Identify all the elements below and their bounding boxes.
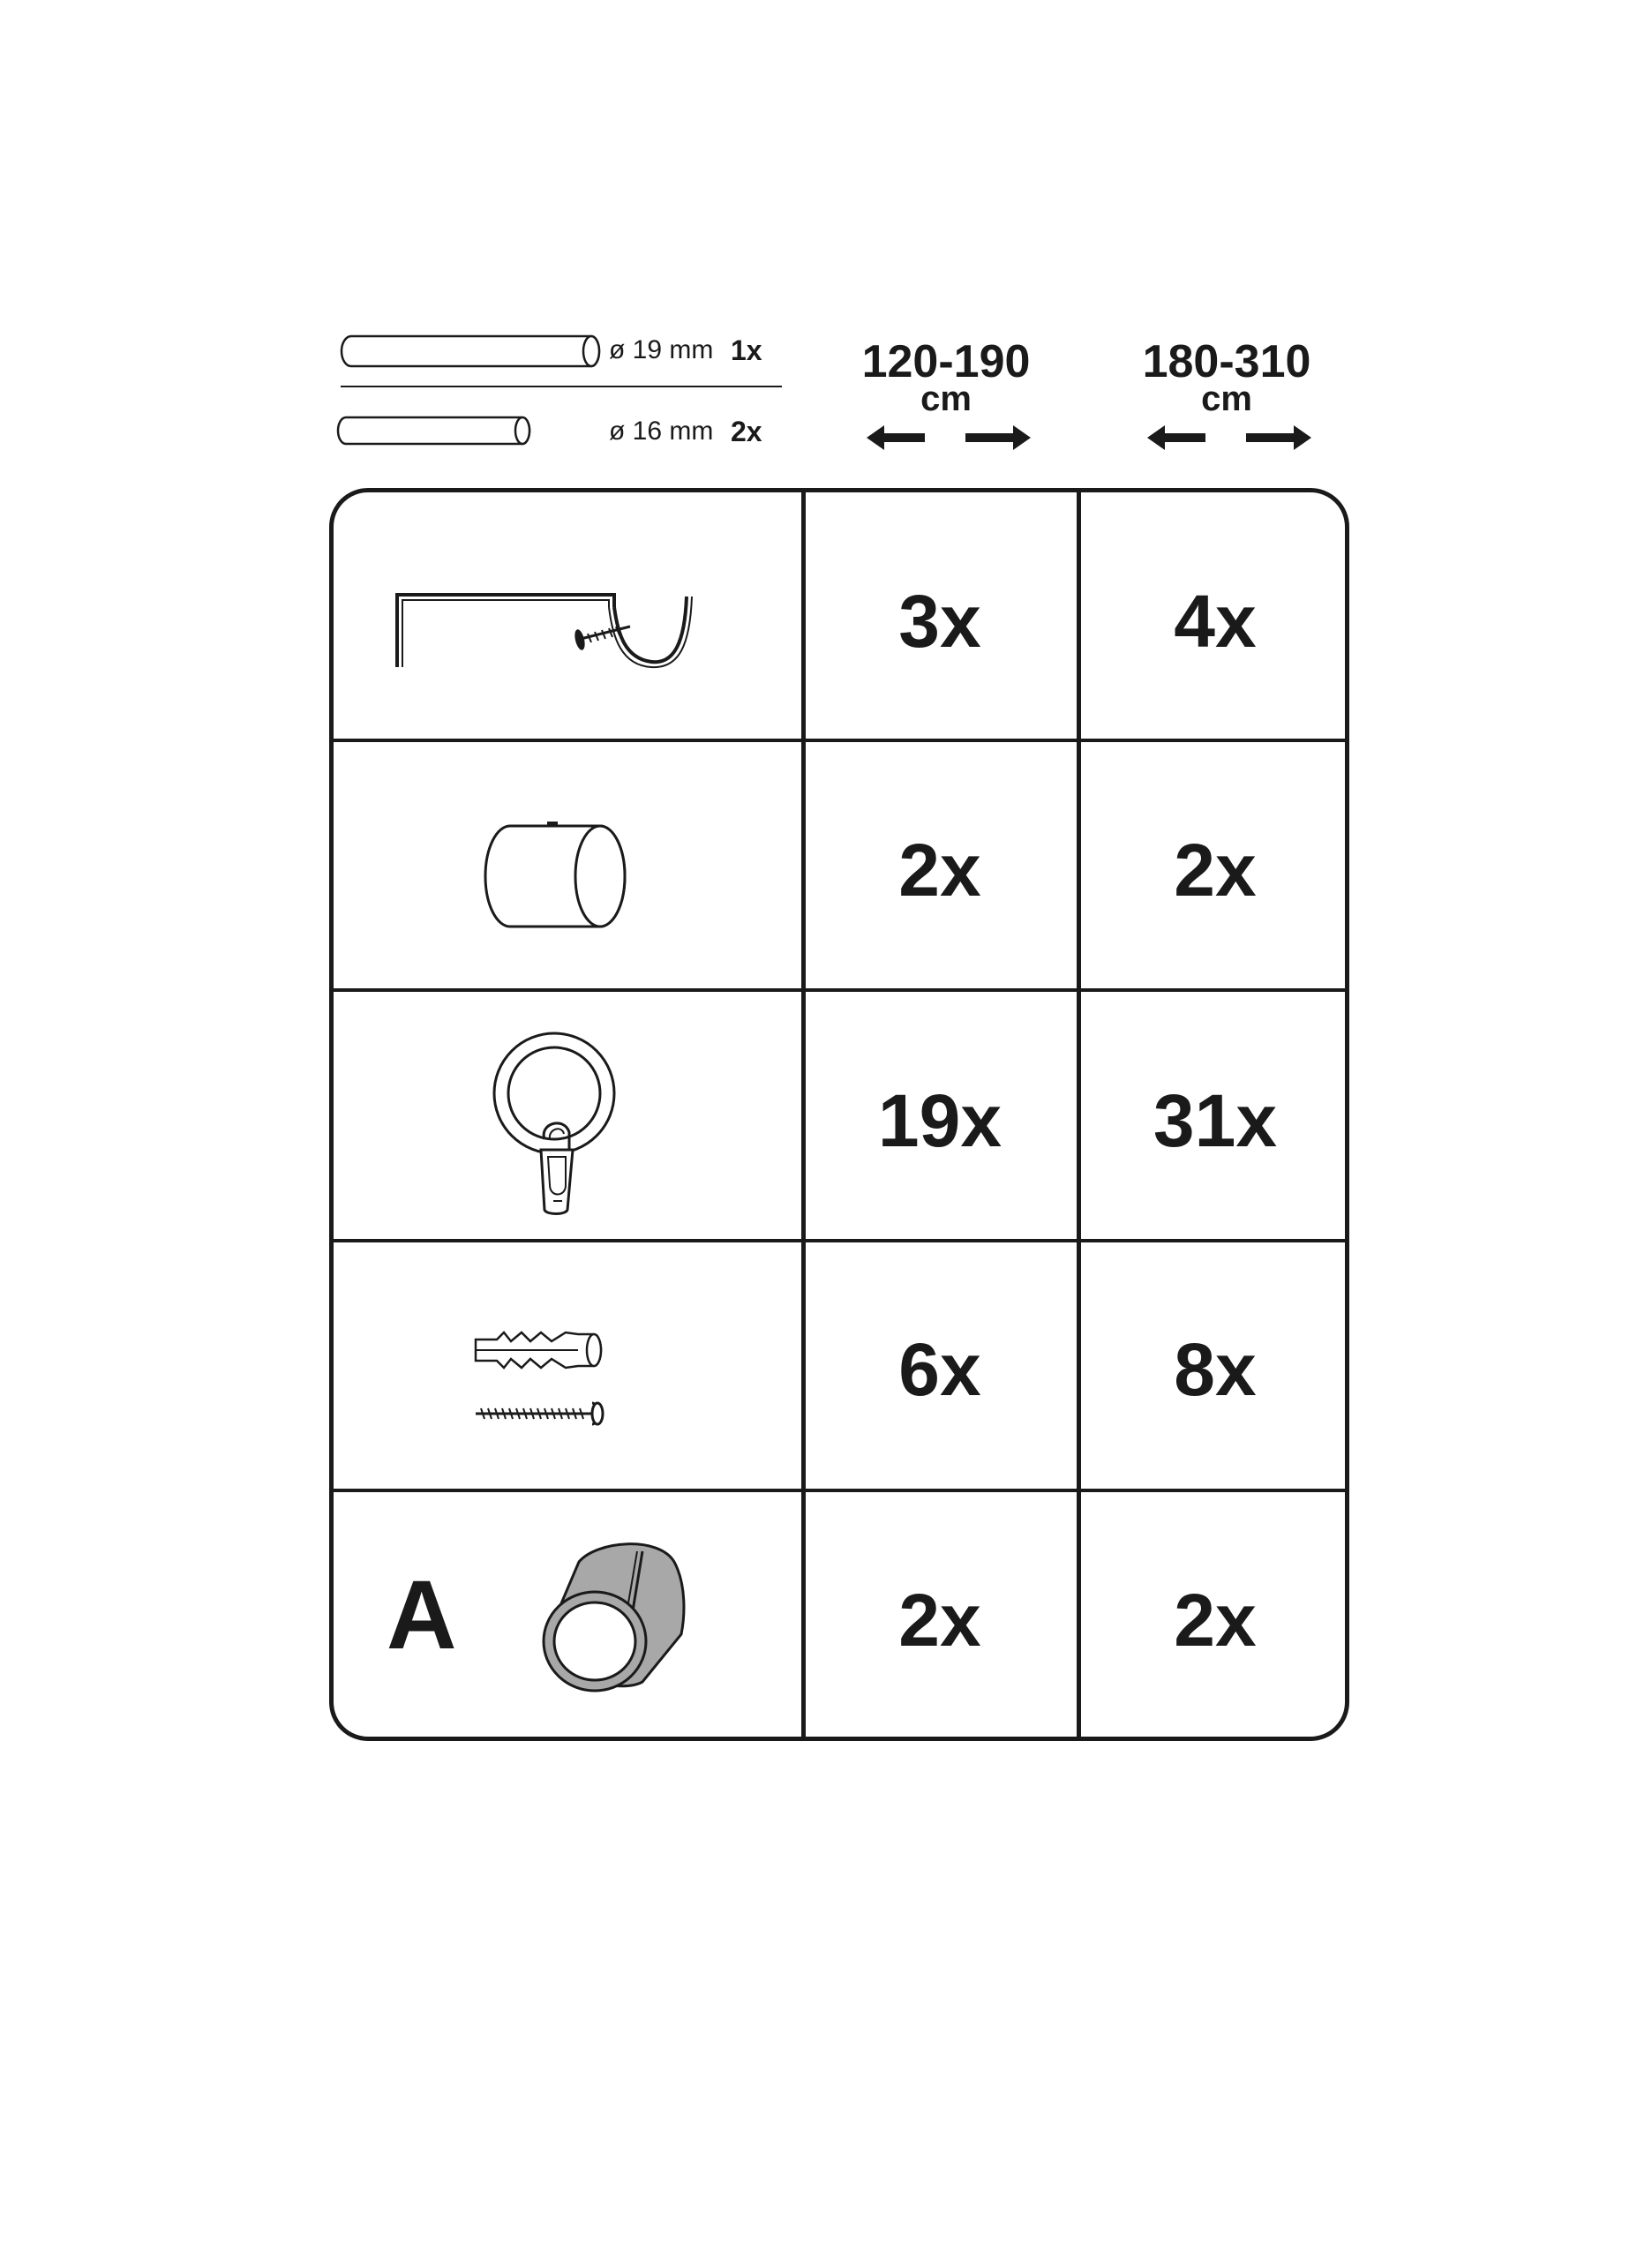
rod-16mm-diameter: ø 16 mm xyxy=(609,417,714,446)
rods-divider xyxy=(341,386,782,387)
dowel-and-screw-icon xyxy=(470,1322,620,1437)
wall-bracket-icon xyxy=(387,581,722,687)
part-label-a: A xyxy=(387,1561,457,1670)
rod-19mm-quantity: 1x xyxy=(731,334,762,366)
qty-large-range: 2x xyxy=(1174,829,1257,912)
row-divider xyxy=(334,1239,1345,1242)
qty-small-range: 3x xyxy=(898,580,981,663)
end-cap-icon xyxy=(475,819,634,934)
rod-16mm-quantity: 2x xyxy=(731,416,762,447)
range-large-unit: cm xyxy=(1201,379,1252,418)
qty-large-range: 2x xyxy=(1174,1579,1257,1662)
connector-sleeve-icon xyxy=(526,1527,694,1712)
qty-small-range: 2x xyxy=(898,1579,981,1662)
range-large-value: 180-310 xyxy=(1142,336,1311,387)
row-divider xyxy=(334,988,1345,992)
curtain-ring-icon xyxy=(488,1024,620,1219)
width-arrows-icon xyxy=(1145,420,1313,455)
qty-large-range: 31x xyxy=(1153,1079,1278,1162)
width-arrows-icon xyxy=(865,420,1032,455)
range-small-unit: cm xyxy=(920,379,972,418)
range-small-value: 120-190 xyxy=(861,336,1031,387)
qty-small-range: 2x xyxy=(898,829,981,912)
rod-16mm-icon xyxy=(335,415,535,447)
qty-small-range: 6x xyxy=(898,1328,981,1411)
rod-19mm-icon xyxy=(339,334,604,369)
rod-19mm-diameter: ø 19 mm xyxy=(609,335,714,364)
qty-large-range: 4x xyxy=(1174,580,1257,663)
row-divider xyxy=(334,1489,1345,1492)
parts-table xyxy=(329,488,1349,1741)
qty-small-range: 19x xyxy=(877,1079,1002,1162)
qty-large-range: 8x xyxy=(1174,1328,1257,1411)
row-divider xyxy=(334,739,1345,742)
